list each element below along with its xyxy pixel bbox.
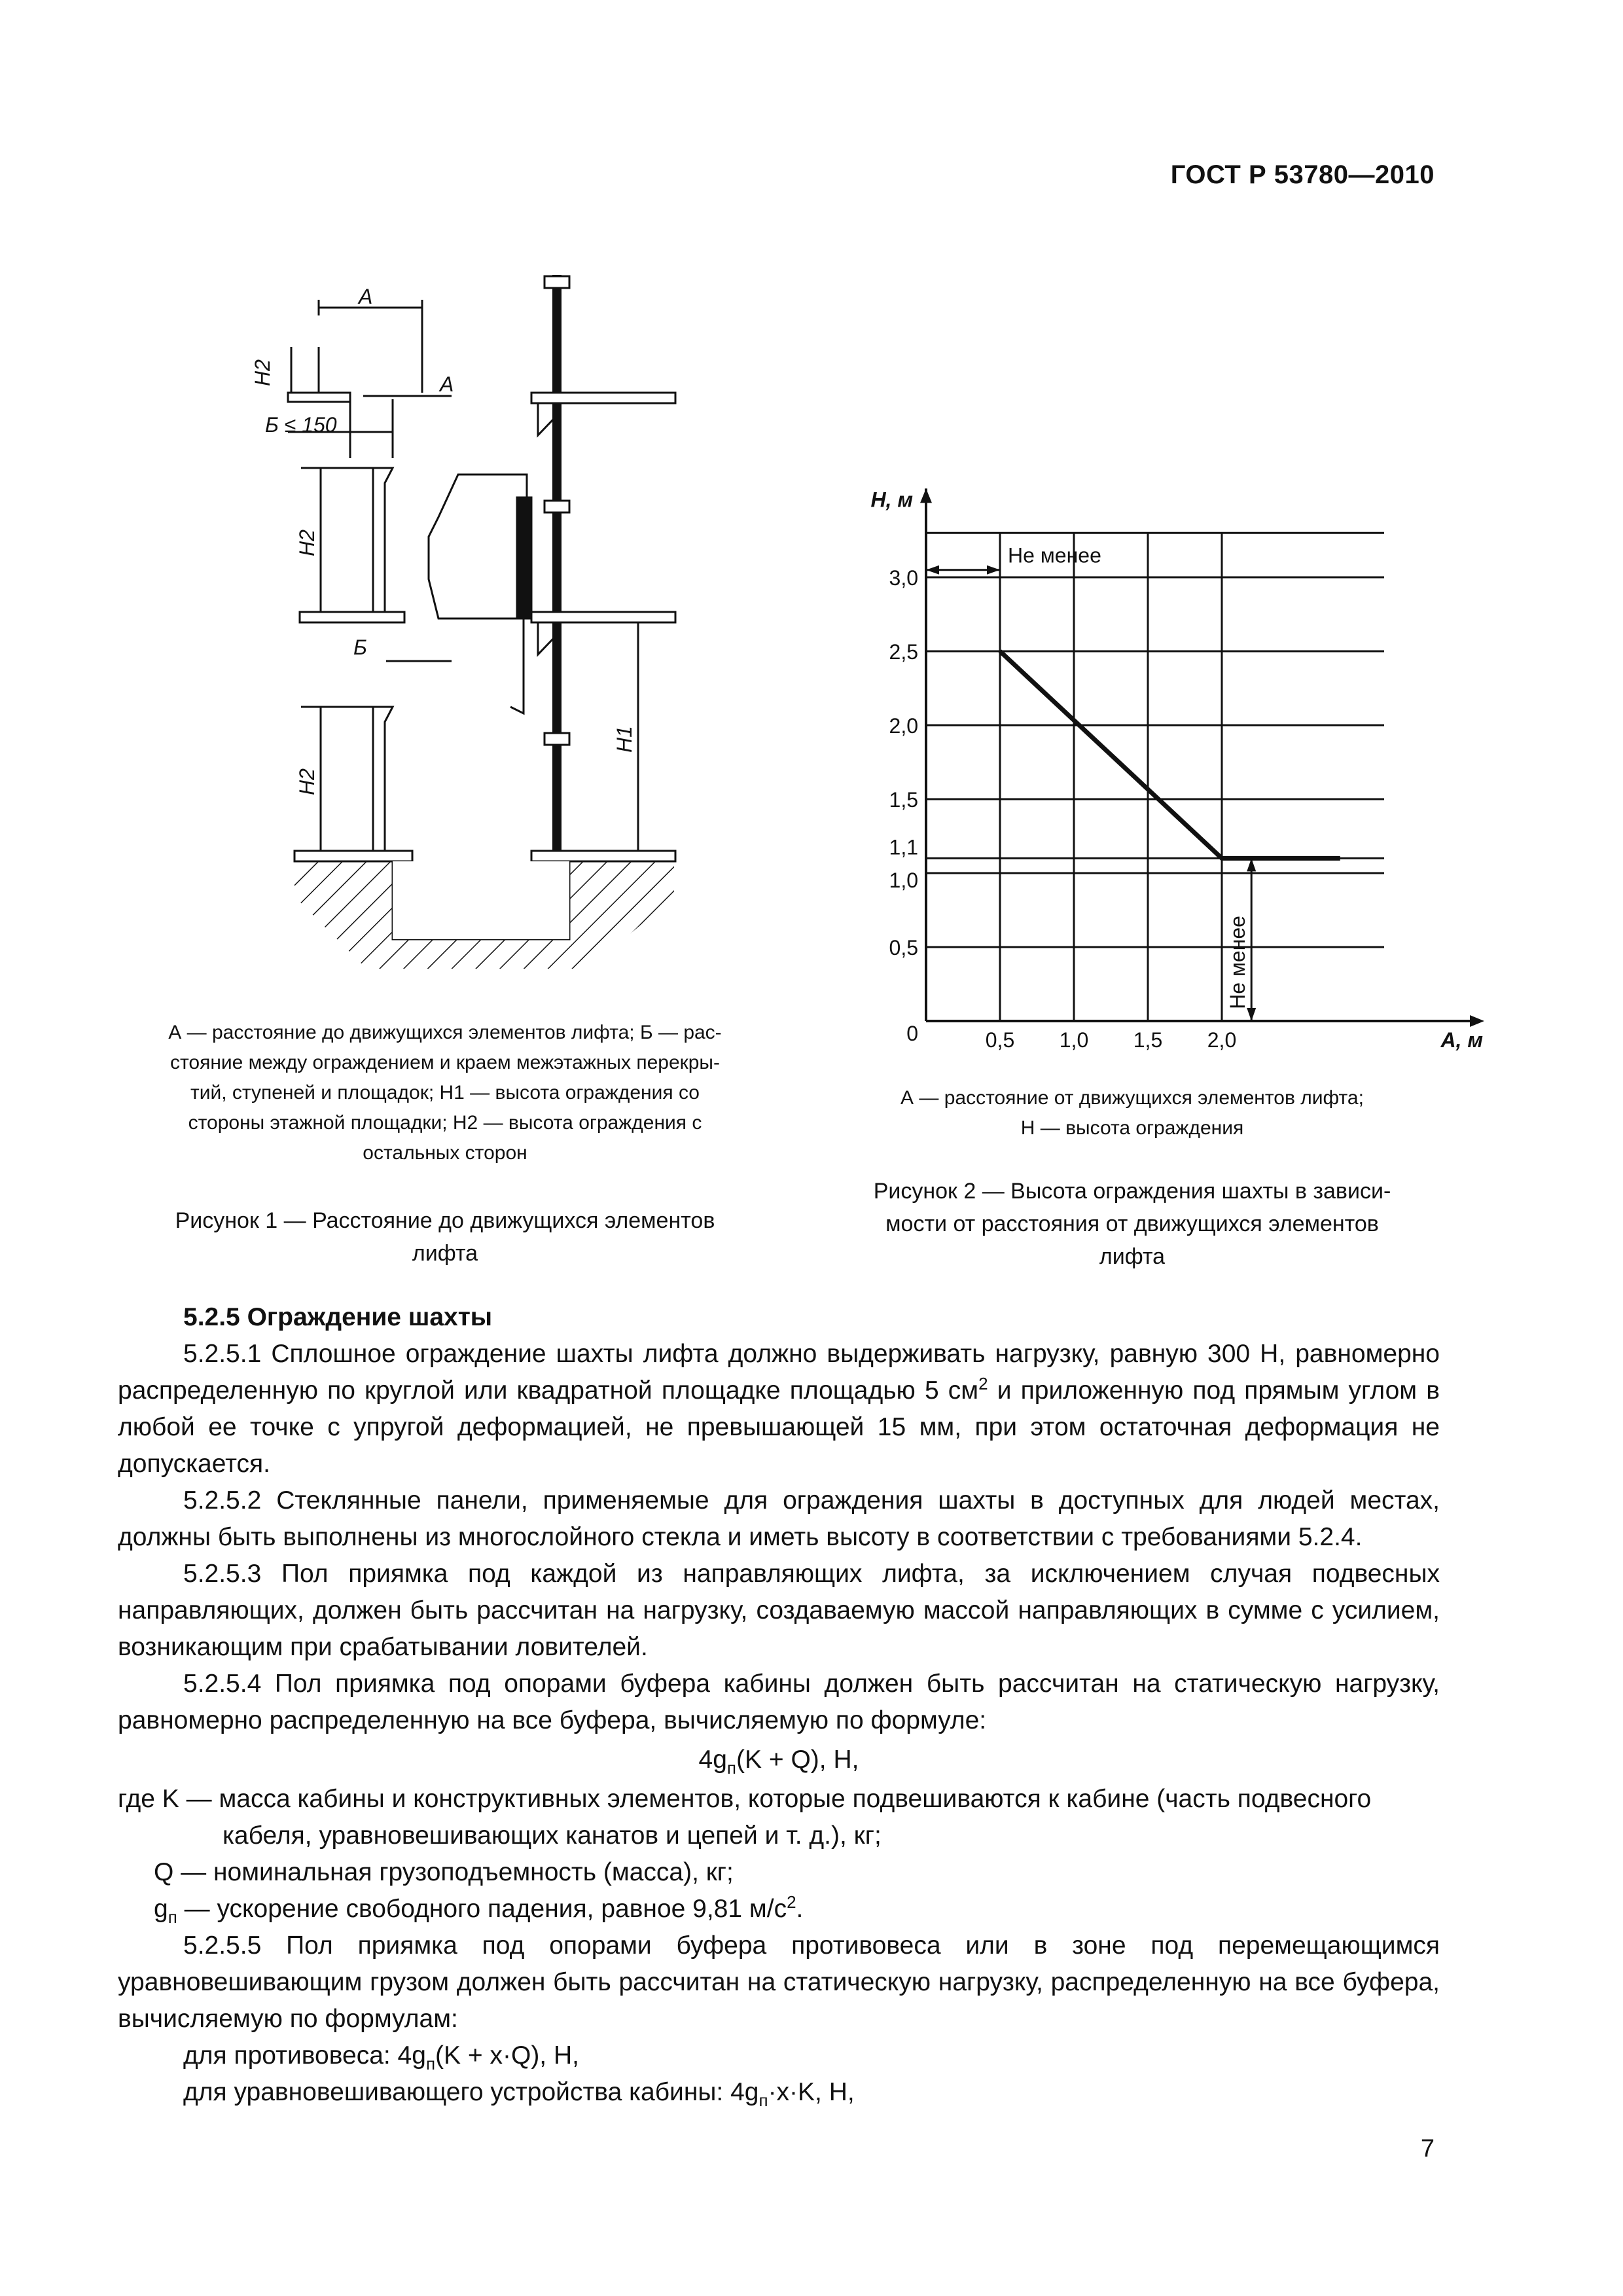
where-q: Q — номинальная грузоподъемность (масса), кг; (154, 1858, 734, 1886)
text: . (796, 1895, 804, 1923)
superscript: 2 (787, 1892, 796, 1912)
subscript: п (758, 2090, 768, 2110)
figure2-title (818, 1175, 1446, 1273)
fig1-label-h2-mid: Н2 (295, 529, 319, 556)
where-gn (118, 1891, 1440, 1928)
subscript: п (726, 1757, 737, 1778)
annotation-arrow (926, 565, 939, 575)
superscript: 2 (978, 1374, 988, 1393)
x-tick-label: 0,5 (985, 1028, 1015, 1052)
text: (K + Q), Н, (736, 1746, 859, 1774)
annotation-arrow (1247, 1008, 1256, 1021)
fig1-label-a-top: А (359, 285, 373, 308)
paragraph-5-2-5-4: 5.2.5.4 Пол приямка под опорами буфера кабины должен быть рассчитан на статическую нагрузку, равномерно распределенную на все буфера, вычисляемую по формуле: (118, 1670, 1440, 1734)
page-number: 7 (1420, 2135, 1435, 2162)
text: 5.2.5.1 Сплошное ограждение шахты лифта должно выдерживать нагрузку, равную 300 Н, равномерно распределенную по круглой или квадратной площадке площадью 5 см (118, 1340, 1440, 1405)
y-tick-label: 1,1 (889, 835, 918, 859)
annotation-arrow (987, 565, 1000, 575)
x-tick-label: 1,5 (1133, 1028, 1163, 1052)
title-line: Рисунок 2 — Высота ограждения шахты в зависи- (873, 1179, 1391, 1204)
caption-line: стояние между ограждением и краем межэтажных перекры- (170, 1052, 720, 1073)
formula-balancing-device (118, 2074, 1440, 2111)
document-code: ГОСТ Р 53780—2010 (1170, 160, 1435, 189)
text: (K + x·Q), Н, (435, 2041, 579, 2070)
caption-line: Н — высота ограждения (1020, 1117, 1244, 1139)
fig1-label-b: Б (353, 636, 367, 659)
text: для противовеса: 4g (183, 2041, 426, 2070)
x-tick-label: 2,0 (1207, 1028, 1237, 1052)
caption-line: А — расстояние до движущихся элементов лифта; Б — рас- (168, 1022, 722, 1043)
caption-line: А — расстояние от движущихся элементов лифта; (901, 1087, 1364, 1109)
text: g (154, 1895, 168, 1923)
x-axis-arrow (1470, 1015, 1484, 1027)
body-text (118, 1299, 1440, 2111)
caption-line: стороны этажной площадки; Н2 — высота ограждения с (188, 1112, 702, 1134)
y-tick-label: 2,0 (889, 714, 918, 738)
annotation-label: Не менее (1226, 916, 1250, 1009)
figure2-caption (818, 1083, 1446, 1143)
y-tick-label: 0,5 (889, 936, 918, 960)
y-axis-label: Н, м (870, 488, 913, 512)
text: 4g (698, 1746, 727, 1774)
paragraph-5-2-5-2: 5.2.5.2 Стеклянные панели, применяемые для ограждения шахты в доступных для людей местах, должны быть выполнены из многослойного стекла и иметь высоту в соответствии с требованиями 5.2.4. (118, 1486, 1440, 1551)
y-tick-label: 2,5 (889, 640, 918, 664)
fig1-label-h2-top: Н2 (251, 359, 274, 386)
fig1-label-a-mid: А (440, 372, 454, 396)
y-tick-label: 1,5 (889, 788, 918, 812)
formula-counterweight (118, 2037, 1440, 2074)
figure1-caption (118, 1018, 772, 1168)
figure1-title (118, 1204, 772, 1270)
text: и приложенную под прямым углом в любой ее точке с упругой деформацией, не превышающей 15 мм, при этом остаточная деформация не допускается. (118, 1376, 1440, 1478)
subscript: п (168, 1907, 177, 1927)
series-line (1000, 651, 1340, 858)
x-tick-label: 1,0 (1059, 1028, 1089, 1052)
annotation-label: Не менее (1008, 543, 1101, 567)
figure2-chart (851, 458, 1483, 1060)
fig1-label-h2-bottom: Н2 (295, 768, 319, 795)
text: ·x·K, Н, (768, 2078, 855, 2106)
origin-label: 0 (906, 1022, 918, 1045)
title-line: лифта (1099, 1244, 1166, 1269)
figure1-drawing (251, 262, 700, 988)
y-axis-arrow (920, 488, 932, 503)
subscript: п (425, 2053, 436, 2073)
title-line: лифта (412, 1241, 478, 1266)
section-title: 5.2.5 Ограждение шахты (183, 1303, 493, 1331)
text: — ускорение свободного падения, равное 9,81 м/с (177, 1895, 787, 1923)
formula-4gn-k-q (118, 1746, 1440, 1778)
paragraph-5-2-5-1 (118, 1336, 1440, 1482)
fig1-label-b150: Б ≤ 150 (265, 413, 337, 437)
title-line: мости от расстояния от движущихся элементов (885, 1211, 1379, 1236)
fig1-label-h1: Н1 (613, 726, 636, 753)
caption-line: остальных сторон (363, 1142, 527, 1164)
caption-line: тий, ступеней и площадок; Н1 — высота ограждения со (190, 1082, 700, 1103)
where-k-cont: кабеля, уравновешивающих канатов и цепей и т. д.), кг; (223, 1821, 882, 1850)
x-axis-label: А, м (1440, 1028, 1483, 1052)
paragraph-5-2-5-5: 5.2.5.5 Пол приямка под опорами буфера противовеса или в зоне под перемещающимся уравновешивающим грузом должен быть рассчитан на статическую нагрузку, распределенную на все буфера, вычисляемую по формулам: (118, 1931, 1440, 2033)
title-line: Рисунок 1 — Расстояние до движущихся элементов (175, 1208, 715, 1233)
text: для уравновешивающего устройства кабины: 4g (183, 2078, 759, 2106)
where-k: где K — масса кабины и конструктивных элементов, которые подвешиваются к кабине (часть подвесного (118, 1785, 1372, 1813)
y-tick-label: 1,0 (889, 869, 918, 892)
paragraph-5-2-5-3: 5.2.5.3 Пол приямка под каждой из направляющих лифта, за исключением случая подвесных направляющих, должен быть рассчитан на нагрузку, создаваемую массой направляющих в сумме с усилием, возникающим при срабатывании ловителей. (118, 1560, 1440, 1661)
y-tick-label: 3,0 (889, 566, 918, 590)
